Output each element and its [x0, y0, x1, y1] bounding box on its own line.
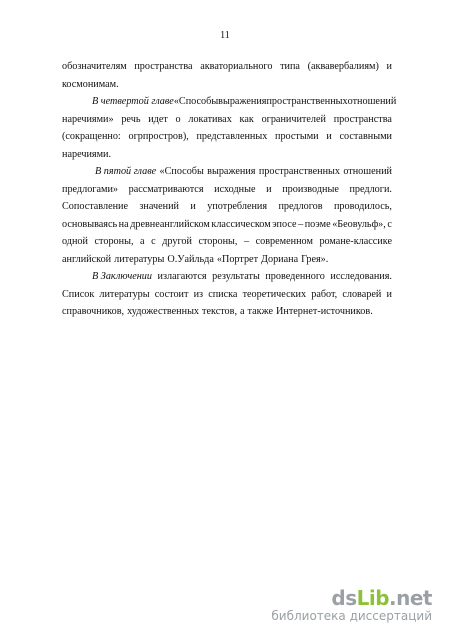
chapter-reference: В четвертой главе — [92, 96, 174, 107]
text-line: обозначителям пространства акваториального типа (аквавербалиям) и — [62, 61, 392, 72]
text-line: космонимам. — [62, 78, 119, 90]
text-line: одной стороны, а с другой стороны, – современном романе-классике — [62, 236, 392, 247]
text-line: предлогами» рассматриваются исходные и производные предлоги. — [62, 183, 392, 195]
page-number: 11 — [220, 30, 230, 41]
text-line: Сопоставление значений и употребления предлогов проводилось, — [62, 201, 392, 212]
text-line: английской литературы О.Уайльда «Портрет Дориана Грея». — [62, 253, 329, 265]
text-line: наречиями. — [62, 148, 112, 160]
text-line: (сокращенно: огрпростров), представленных простыми и составными — [62, 131, 392, 142]
text-line: справочников, художественных текстов, а также Интернет-источников. — [62, 306, 373, 317]
text-line: В четвертой главе «Способы выражения пространственных отношений — [62, 93, 392, 111]
text-line: наречиями» речь идет о локативах как ограничителей пространства — [62, 113, 392, 125]
chapter-reference: В пятой главе — [95, 166, 157, 177]
text-line: В пятой главе «Способы выражения пространственных отношений — [62, 163, 392, 181]
text-line: В Заключении излагаются результаты проведенного исследования. — [62, 268, 392, 286]
dslib-watermark — [271, 587, 432, 623]
document-body — [62, 58, 397, 321]
watermark-subtitle: библиотека диссертаций — [271, 609, 432, 623]
chapter-reference: В Заключении — [92, 271, 152, 282]
text-line: Список литературы состоит из списка теоретических работ, словарей и — [62, 288, 392, 300]
dslib-logo: dsLib.net — [331, 586, 432, 610]
text-line: основываясь на древнеанглийском классическом эпосе – поэме «Беовульф», с — [62, 218, 392, 230]
